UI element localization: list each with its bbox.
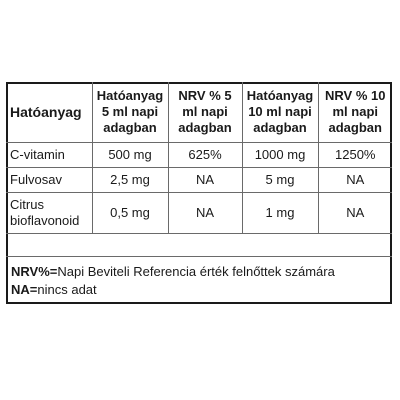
footnote-na-text: nincs adat [37, 282, 97, 297]
cell-amount-10ml: 5 mg [242, 168, 318, 193]
cell-nrv-5ml: NA [168, 193, 242, 234]
cell-amount-10ml: 1 mg [242, 193, 318, 234]
nutrition-table [6, 82, 392, 234]
footnote [6, 256, 392, 304]
cell-nrv-5ml: NA [168, 168, 242, 193]
cell-amount-5ml: 2,5 mg [92, 168, 168, 193]
table-row [6, 143, 392, 168]
cell-nrv-10ml: 1250% [318, 143, 392, 168]
cell-nrv-10ml: NA [318, 168, 392, 193]
header-nrv-5ml: NRV % 5 ml napi adagban [168, 82, 242, 143]
table-row [6, 168, 392, 193]
table-row [6, 193, 392, 234]
table-header-row [6, 82, 392, 143]
cell-amount-5ml: 0,5 mg [92, 193, 168, 234]
header-amount-5ml: Hatóanyag 5 ml napi adagban [92, 82, 168, 143]
header-ingredient: Hatóanyag [6, 82, 92, 143]
cell-amount-5ml: 500 mg [92, 143, 168, 168]
cell-ingredient: Fulvosav [6, 168, 92, 193]
footnote-nrv-term: NRV%= [11, 264, 58, 279]
cell-ingredient: C-vitamin [6, 143, 92, 168]
header-nrv-10ml: NRV % 10 ml napi adagban [318, 82, 392, 143]
header-amount-10ml: Hatóanyag 10 ml napi adagban [242, 82, 318, 143]
cell-nrv-10ml: NA [318, 193, 392, 234]
footnote-nrv-text: Napi Beviteli Referencia érték felnőttek számára [57, 264, 335, 279]
cell-nrv-5ml: 625% [168, 143, 242, 168]
cell-ingredient: Citrus bioflavonoid [6, 193, 92, 234]
footnote-na-term: NA= [11, 282, 38, 297]
cell-amount-10ml: 1000 mg [242, 143, 318, 168]
